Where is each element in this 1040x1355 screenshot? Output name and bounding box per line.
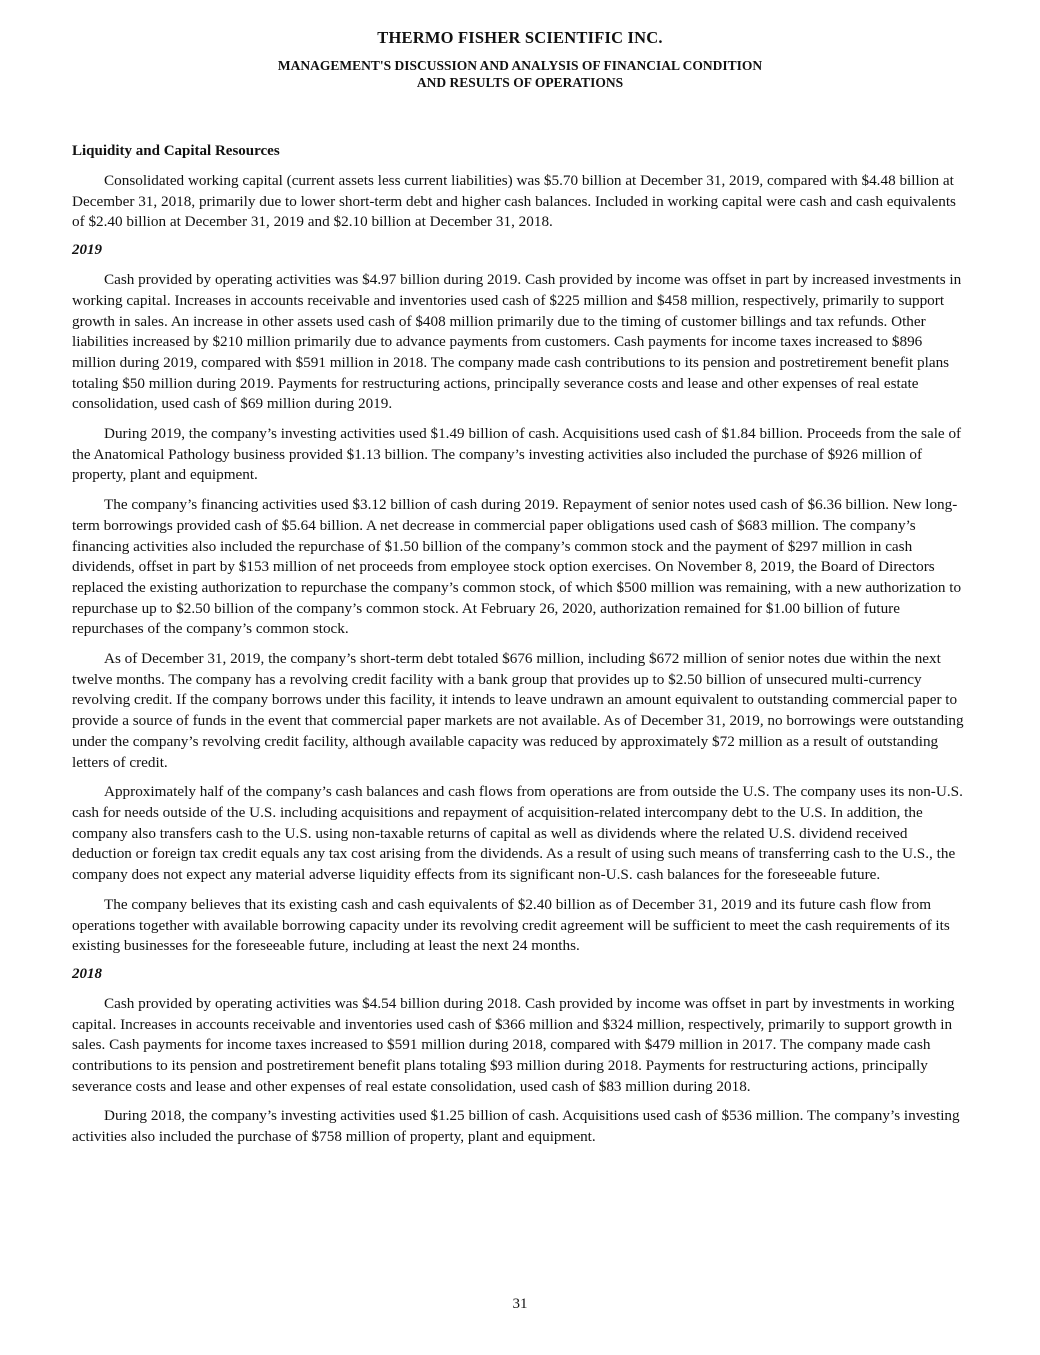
report-subtitle-line2: AND RESULTS OF OPERATIONS	[416, 75, 624, 90]
paragraph-2018-investing: During 2018, the company’s investing activities used $1.25 billion of cash. Acquisitions used cash of $536 million. The company’s investing activities also included the purchase of $758 million of property, plant and equipment.	[72, 1107, 960, 1146]
year-heading-2019: 2019	[72, 242, 102, 259]
paragraph-2019-investing: During 2019, the company’s investing activities used $1.49 billion of cash. Acquisitions used cash of $1.84 billion. Proceeds from the sale of the Anatomical Pathology business provided $1.13 billion. The company’s investing activities also included the purchase of $926 million of property, plant and equipment.	[72, 425, 962, 484]
paragraph-2019-non-us-cash: Approximately half of the company’s cash balances and cash flows from operations are from outside the U.S. The company uses its non-U.S. cash for needs outside of the U.S. including acquisitions and repayment of acquisition-related intercompany debt to the U.S. In addition, the company also transfers cash to the U.S. using non-taxable returns of capital as well as dividends where the related U.S. dividend received deduction or foreign tax credit equals any tax cost arising from the dividends. As a result of using such means of transferring cash to the U.S., the company does not expect any material adverse liquidity effects from its significant non-U.S. cash balances for the foreseeable future.	[72, 783, 963, 884]
paragraph-2019-financing: The company’s financing activities used $3.12 billion of cash during 2019. Repayment of senior notes used cash of $6.36 billion. New long-term borrowings provided cash of $5.64 billion. A net decrease in commercial paper obligations used cash of $683 million. The company’s financing activities also included the repurchase of $1.50 billion of the company’s common stock and the payment of $297 million in cash dividends, offset in part by $153 million of net proceeds from employee stock option exercises. On November 8, 2019, the Board of Directors replaced the existing authorization to repurchase the company’s common stock, of which $500 million was remaining, with a new authorization to repurchase up to $2.50 billion of the company’s common stock. At February 26, 2020, authorization remained for $1.00 billion of future repurchases of the company’s common stock.	[72, 496, 962, 638]
paragraph-2019-operating: Cash provided by operating activities was $4.97 billion during 2019. Cash provided by income was offset in part by increased investments in working capital. Increases in accounts receivable and inventories used cash of $225 million and $458 million, respectively, primarily to support growth in sales. An increase in other assets used cash of $408 million primarily due to the timing of customer billings and tax refunds. Other liabilities increased by $210 million primarily due to advance payments from customers. Cash payments for income taxes increased to $896 million during 2019, compared with $591 million in 2018. The company made cash contributions to its pension and postretirement benefit plans totaling $50 million during 2019. Payments for restructuring actions, principally severance costs and lease and other expenses of real estate consolidation, used cash of $69 million during 2019.	[72, 271, 962, 413]
page-number: 31	[512, 1296, 528, 1312]
document-page	[72, 28, 968, 1157]
section-title: Liquidity and Capital Resources	[72, 143, 280, 159]
report-subtitle-line1: MANAGEMENT'S DISCUSSION AND ANALYSIS OF FINANCIAL CONDITION	[277, 58, 763, 73]
company-name: THERMO FISHER SCIENTIFIC INC.	[377, 28, 663, 47]
paragraph-2018-operating: Cash provided by operating activities was $4.54 billion during 2018. Cash provided by income was offset in part by investments in working capital. Increases in accounts receivable and inventories used cash of $366 million and $324 million, respectively, primarily to support growth in sales. Cash payments for income taxes increased to $591 million during 2018, compared with $479 million in 2017. The company made cash contributions to its pension and postretirement benefit plans totaling $93 million during 2018. Payments for restructuring actions, principally severance costs and lease and other expenses of real estate consolidation, used cash of $83 million during 2018.	[72, 994, 955, 1095]
year-heading-2018: 2018	[72, 965, 102, 982]
paragraph-2019-outlook: The company believes that its existing cash and cash equivalents of $2.40 billion as of December 31, 2019 and its future cash flow from operations together with available borrowing capacity under its revolving credit agreement will be sufficient to meet the cash requirements of its existing businesses for the foreseeable future, including at least the next 24 months.	[72, 895, 950, 955]
paragraph-2019-debt: As of December 31, 2019, the company’s short-term debt totaled $676 million, including $672 million of senior notes due within the next twelve months. The company has a revolving credit facility with a bank group that provides up to $2.50 billion of unsecured multi-currency revolving credit. If the company borrows under this facility, it intends to leave undrawn an amount equivalent to outstanding commercial paper to provide a source of funds in the event that commercial paper markets are not available. As of December 31, 2019, no borrowings were outstanding under the company’s revolving credit facility, although available capacity was reduced by approximately $72 million as a result of outstanding letters of credit.	[72, 650, 964, 771]
intro-paragraph: Consolidated working capital (current assets less current liabilities) was $5.70 billion at December 31, 2019, compared with $4.48 billion at December 31, 2018, primarily due to lower short-term debt and higher cash balances. Included in working capital were cash and cash equivalents of $2.40 billion at December 31, 2019 and $2.10 billion at December 31, 2018.	[72, 172, 956, 231]
